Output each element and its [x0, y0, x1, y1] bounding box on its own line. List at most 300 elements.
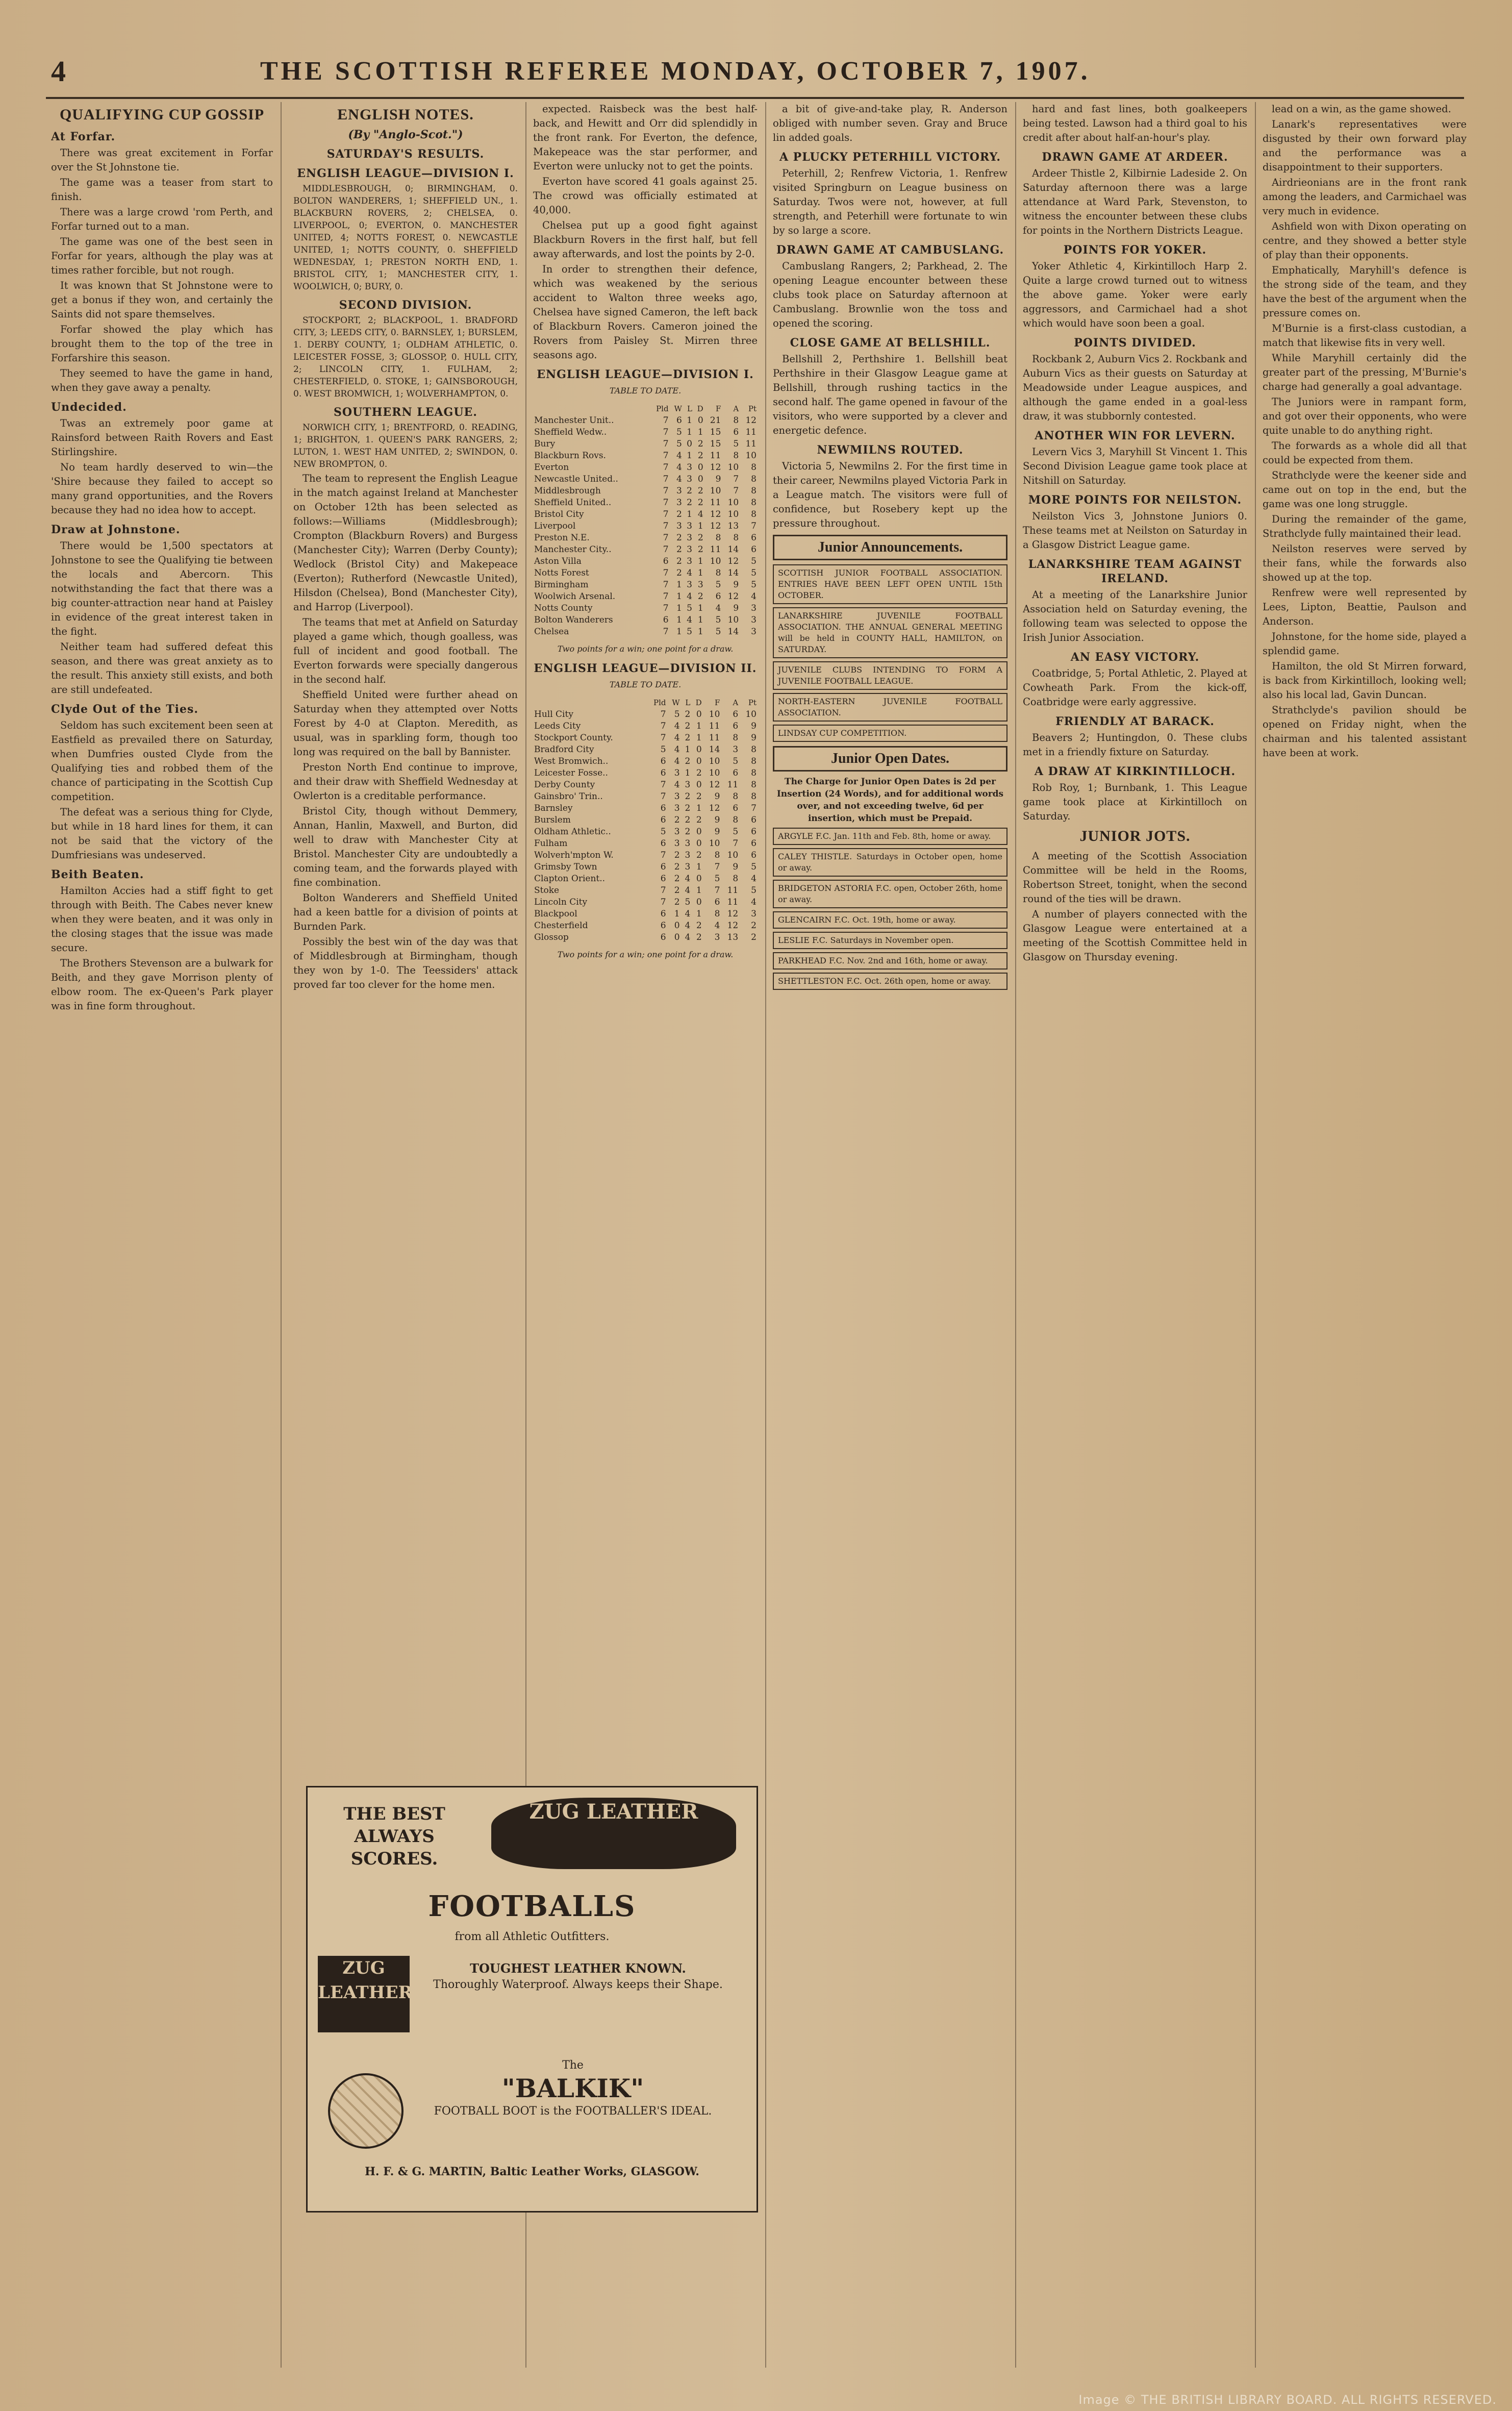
table-row: [533, 485, 758, 497]
ad-balkik-pre: The: [562, 2059, 584, 2072]
table-cell: 1: [685, 744, 691, 755]
table-cell: 8: [714, 850, 720, 860]
table-row: [533, 838, 758, 850]
report-heading: ANOTHER WIN FOR LEVERN.: [1035, 429, 1236, 442]
table-cell: 9: [751, 733, 757, 743]
table-cell: 2: [674, 850, 680, 860]
table-cell: 7: [660, 897, 666, 907]
table-cell: 7: [663, 415, 669, 426]
table-row: [533, 591, 758, 603]
table-cell: 6: [751, 533, 757, 543]
table-cell: 0: [696, 838, 702, 849]
table-row: [533, 709, 758, 720]
table-cell: 5: [660, 827, 666, 837]
ad-balkik-name: "BALKIK": [501, 2073, 644, 2103]
league-heading: ENGLISH LEAGUE—DIVISION I.: [297, 167, 514, 180]
table-cell: 0: [674, 921, 680, 931]
table-cell: 7: [663, 439, 669, 449]
table-cell: 3: [685, 780, 691, 790]
table-cell: 15: [710, 427, 721, 437]
paragraph: Twas an extremely poor game at Rainsford between Raith Rovers and East Stirlingshire.: [51, 417, 273, 458]
table-cell: 10: [727, 850, 739, 860]
team-name: Everton: [534, 462, 569, 473]
table-cell: 6: [663, 615, 669, 625]
open-dates-heading: Junior Open Dates.: [773, 746, 1007, 772]
table-column-header: Pld: [656, 404, 669, 413]
paragraph: Preston North End continue to improve, and their draw with Sheffield Wednesday at Owlerton is a creditable performance.: [293, 761, 518, 802]
paragraph: Cambuslang Rangers, 2; Parkhead, 2. The opening League encounter between these clubs took place on Saturday afternoon at Cambuslang. Brownlie won the toss and opened the scoring.: [773, 260, 1007, 329]
paragraph: Neither team had suffered defeat this season, and there was great anxiety as to the result. This anxiety still exists, and both are still undefeated.: [51, 641, 273, 695]
team-name: Sheffield Wedw..: [534, 427, 607, 437]
ad-tough-text: Thoroughly Waterproof. Always keeps their Shape.: [433, 1978, 723, 1991]
team-name: Blackburn Rovs.: [534, 451, 606, 461]
table-cell: 3: [751, 615, 757, 625]
table-row: [533, 438, 758, 450]
paragraph: Coatbridge, 5; Portal Athletic, 2. Played at Cowheath Park. From the kick-off, Coatbridge were early aggressive.: [1023, 667, 1247, 708]
table-cell: 2: [674, 862, 680, 872]
table-cell: 2: [685, 721, 691, 731]
table-cell: 5: [733, 439, 739, 449]
table-cell: 10: [727, 509, 739, 519]
table-cell: 4: [674, 780, 680, 790]
table-cell: 7: [660, 733, 666, 743]
table-cell: 4: [685, 921, 691, 931]
paragraph: Forfar showed the play which has brought them to the top of the tree in Forfarshire this season.: [51, 324, 273, 364]
paragraph: Strathclyde's pavilion should be opened on Friday night, when the chairman and his talented assistant have been at work.: [1263, 704, 1467, 759]
table-column-header: A: [733, 404, 739, 413]
table-cell: 4: [674, 744, 680, 755]
table-cell: 12: [709, 780, 720, 790]
table-column-header: A: [733, 698, 739, 707]
team-name: Gainsbro' Trin..: [534, 791, 603, 802]
table-cell: 3: [676, 498, 682, 508]
team-name: Grimsby Town: [534, 862, 597, 872]
table-cell: 4: [687, 568, 692, 578]
paragraph: During the remainder of the game, Strathclyde fully maintained their lead.: [1263, 513, 1467, 539]
paragraph: Seldom has such excitement been seen at Eastfield as prevailed there on Saturday, when Dumfries ousted Clyde from the Qualifying ties and robbed them of the chance of participating in the Scottish Cup competition.: [51, 719, 273, 803]
table-cell: 7: [733, 838, 739, 849]
table-cell: 9: [714, 791, 720, 802]
paragraph: A number of players connected with the Glasgow League were entertained at a meeting of the Scottish Committee held in Glasgow on Thursday evening.: [1023, 908, 1247, 963]
table-cell: 8: [751, 791, 757, 802]
table-cell: 15: [710, 439, 721, 449]
table-cell: 2: [676, 568, 682, 578]
table-cell: 11: [709, 733, 720, 743]
section-heading: Draw at Johnstone.: [51, 523, 181, 536]
table-row: [533, 932, 758, 943]
table-cell: 1: [676, 591, 682, 602]
table-cell: 0: [696, 744, 702, 755]
column-divider: [765, 102, 766, 2368]
table-cell: 4: [685, 932, 691, 942]
open-date: CALEY THISTLE. Saturdays in October open, home or away.: [773, 848, 1007, 877]
table-cell: 11: [727, 780, 739, 790]
announcement: LINDSAY CUP COMPETITION.: [773, 725, 1007, 742]
table-cell: 2: [696, 850, 702, 860]
table-cell: 10: [709, 768, 720, 778]
paragraph: The Brothers Stevenson are a bulwark for Beith, and they gave Morrison plenty of elbow room. The ex-Queen's Park player was in fine form throughout.: [51, 957, 273, 1012]
table-cell: 11: [727, 885, 739, 896]
column-junior-reports: [1023, 102, 1247, 2368]
table-cell: 4: [685, 874, 691, 884]
table-cell: 1: [687, 509, 692, 519]
paragraph: M'Burnie is a first-class custodian, a match that likewise fits in very well.: [1263, 322, 1467, 349]
report-heading: POINTS DIVIDED.: [1074, 336, 1196, 350]
page-number: 4: [51, 55, 66, 88]
table-cell: 8: [751, 462, 757, 473]
table-cell: 6: [733, 427, 739, 437]
table-cell: 9: [714, 815, 720, 825]
team-name: Birmingham: [534, 580, 589, 590]
report-heading: LANARKSHIRE TEAM AGAINST IRELAND.: [1028, 558, 1242, 585]
table-heading: ENGLISH LEAGUE—DIVISION II.: [534, 662, 757, 675]
table-cell: 2: [685, 709, 691, 719]
table-cell: 5: [751, 885, 757, 896]
paragraph: Neilston reserves were served by their fans, while the forwards also showed up at the top.: [1263, 543, 1467, 583]
table-cell: 1: [687, 451, 692, 461]
table-cell: 0: [696, 874, 702, 884]
table-cell: 6: [660, 909, 666, 919]
column-divider: [1015, 102, 1016, 2368]
table-cell: 5: [715, 580, 721, 590]
team-name: Woolwich Arsenal.: [534, 591, 616, 602]
table-cell: 8: [751, 474, 757, 484]
table-cell: 2: [676, 556, 682, 566]
table-cell: 6: [660, 921, 666, 931]
table-cell: 4: [715, 603, 721, 613]
table-cell: 1: [696, 862, 702, 872]
table-cell: 0: [674, 932, 680, 942]
table-cell: 7: [663, 521, 669, 531]
team-name: Bristol City: [534, 509, 584, 519]
league-heading: SOUTHERN LEAGUE.: [334, 406, 477, 419]
table-cell: 3: [733, 744, 739, 755]
announcement: NORTH-EASTERN JUVENILE FOOTBALL ASSOCIATION.: [773, 693, 1007, 722]
paragraph: No team hardly deserved to win—the 'Shire because they failed to accept so many grand opportunities, and the Rovers because they had no idea how to accept.: [51, 461, 273, 516]
league-table-division-2: [533, 697, 758, 943]
paragraph: lead on a win, as the game showed.: [1272, 103, 1451, 115]
table-cell: 1: [697, 521, 703, 531]
paragraph: Everton have scored 41 goals against 25. The crowd was officially estimated at 40,000.: [533, 176, 758, 216]
table-cell: 4: [714, 921, 720, 931]
table-cell: 8: [733, 791, 739, 802]
table-row: [533, 767, 758, 779]
table-cell: 6: [751, 838, 757, 849]
table-cell: 4: [751, 874, 757, 884]
table-cell: 2: [685, 791, 691, 802]
table-cell: 14: [709, 744, 720, 755]
ad-tough-heading: TOUGHEST LEATHER KNOWN.: [470, 1961, 686, 1976]
report-heading: CLOSE GAME AT BELLSHILL.: [790, 336, 991, 350]
paragraph: Bolton Wanderers and Sheffield United had a keen battle for a division of points at Burnden Park.: [293, 892, 518, 932]
table-cell: 5: [715, 615, 721, 625]
report-heading: DRAWN GAME AT ARDEER.: [1042, 151, 1228, 164]
announcement: SCOTTISH JUNIOR FOOTBALL ASSOCIATION. ENTRIES HAVE BEEN LEFT OPEN UNTIL 15th OCTOBER.: [773, 564, 1007, 604]
section-heading: Clyde Out of the Ties.: [51, 703, 199, 716]
paragraph: Hamilton, the old St Mirren forward, is back from Kirkintilloch, looking well; also his local lad, Gavin Duncan.: [1263, 660, 1467, 701]
table-cell: 2: [751, 932, 757, 942]
ad-footballs: FOOTBALLS: [428, 1890, 636, 1923]
table-cell: 6: [660, 874, 666, 884]
column-divider: [281, 102, 282, 2368]
table-cell: 1: [696, 885, 702, 896]
table-cell: 7: [660, 885, 666, 896]
table-cell: 8: [751, 780, 757, 790]
table-cell: 1: [697, 615, 703, 625]
table-cell: 3: [687, 556, 692, 566]
table-cell: 3: [674, 768, 680, 778]
table-cell: 11: [709, 721, 720, 731]
table-cell: 2: [697, 486, 703, 496]
paragraph: The game was a teaser from start to finish.: [51, 177, 273, 203]
table-cell: 12: [710, 521, 721, 531]
table-cell: 9: [714, 827, 720, 837]
table-row: [533, 720, 758, 732]
table-cell: 2: [697, 591, 703, 602]
paragraph: They seemed to have the game in hand, when they gave away a penalty.: [51, 367, 273, 393]
paragraph: Ardeer Thistle 2, Kilbirnie Ladeside 2. On Saturday afternoon there was a large attendance at Ward Park, Stevenston, to witness the encounter between these clubs for points in the Northern Districts League.: [1023, 167, 1247, 236]
table-cell: 7: [714, 862, 720, 872]
table-cell: 8: [751, 768, 757, 778]
table-row: [533, 744, 758, 756]
table-cell: 0: [697, 462, 703, 473]
report-heading: AN EASY VICTORY.: [1070, 651, 1200, 664]
team-name: Manchester Unit..: [534, 415, 614, 426]
table-cell: 7: [660, 791, 666, 802]
table-cell: 11: [745, 439, 757, 449]
table-cell: 12: [727, 921, 739, 931]
table-cell: 6: [660, 756, 666, 766]
table-cell: 2: [687, 498, 692, 508]
table-cell: 7: [663, 462, 669, 473]
table-cell: 12: [727, 556, 739, 566]
report-heading: DRAWN GAME AT CAMBUSLANG.: [776, 243, 1004, 257]
table-row: [533, 497, 758, 509]
column-english-tables: [533, 102, 758, 1776]
table-cell: 8: [715, 533, 721, 543]
paragraph: The teams that met at Anfield on Saturday played a game which, though goalless, was full of incident and good football. The Everton forwards were specially dangerous in the second half.: [293, 616, 518, 685]
team-name: Notts County: [534, 603, 593, 613]
table-cell: 7: [663, 474, 669, 484]
table-cell: 1: [697, 556, 703, 566]
table-cell: 12: [710, 462, 721, 473]
table-column-header: L: [685, 698, 691, 707]
open-dates-intro: The Charge for Junior Open Dates is 2d per Insertion (24 Words), and for additional words over, and not exceeding twelve, 6d per insertion, which must be Prepaid.: [776, 777, 1004, 824]
table-cell: 4: [676, 451, 682, 461]
table-cell: 2: [685, 733, 691, 743]
announcements-heading: Junior Announcements.: [773, 535, 1007, 560]
team-name: Derby County: [534, 780, 595, 790]
table-cell: 14: [727, 627, 739, 637]
paragraph: There was great excitement in Forfar over the St Johnstone tie.: [51, 147, 273, 173]
table-cell: 11: [710, 451, 721, 461]
results-list: NORWICH CITY, 1; BRENTFORD, 0. READING, 1; BRIGHTON, 1. QUEEN'S PARK RANGERS, 2; LUTON, 1. WEST HAM UNITED, 2; SWINDON, 0. NEW BROMPTON, 0.: [293, 422, 518, 469]
table-cell: 13: [727, 521, 739, 531]
table-cell: 6: [660, 838, 666, 849]
table-note: Two points for a win; one point for a draw.: [557, 644, 734, 654]
team-name: Stoke: [534, 885, 560, 896]
team-name: Hull City: [534, 709, 573, 719]
results-heading: SATURDAY'S RESULTS.: [326, 147, 485, 161]
table-cell: 12: [745, 415, 757, 426]
table-cell: 9: [733, 603, 739, 613]
paragraph: There would be 1,500 spectators at Johnstone to see the Qualifying tie between the locals and Abercorn. This notwithstanding the fact that there was a big counter-attraction near hand at Paisley in evidence of the great interest taken in the fight.: [51, 540, 273, 637]
team-name: Fulham: [534, 838, 568, 849]
table-cell: 9: [733, 862, 739, 872]
paragraph: Yoker Athletic 4, Kirkintilloch Harp 2. Quite a large crowd turned out to witness the above game. Yoker were early aggressors, and Carmichael had a shot which would have soon been a goal.: [1023, 260, 1247, 329]
table-cell: 9: [751, 721, 757, 731]
paragraph: The forwards as a whole did all that could be expected from them.: [1263, 440, 1467, 466]
table-cell: 6: [663, 556, 669, 566]
table-cell: 3: [685, 850, 691, 860]
paragraph: A meeting of the Scottish Association Committee will be held in the Rooms, Robertson Street, tonight, when the second round of the ties will be drawn.: [1023, 850, 1247, 905]
paragraph: Renfrew were well represented by Lees, Lipton, Beattie, Paulson and Anderson.: [1263, 587, 1467, 627]
table-cell: 5: [715, 627, 721, 637]
table-cell: 2: [676, 544, 682, 555]
report-heading: A DRAW AT KIRKINTILLOCH.: [1034, 765, 1236, 778]
report-heading: FRIENDLY AT BARACK.: [1055, 715, 1215, 728]
table-cell: 4: [685, 885, 691, 896]
football-icon: [328, 2073, 404, 2149]
table-cell: 7: [663, 568, 669, 578]
table-row: [533, 861, 758, 873]
table-cell: 7: [660, 721, 666, 731]
paragraph: The defeat was a serious thing for Clyde, but while in 18 hard lines for them, it can not be said that the victory of the Dumfriesians was undeserved.: [51, 806, 273, 861]
paragraph: Victoria 5, Newmilns 2. For the first time in their career, Newmilns played Victoria Park in a League match. The visitors were full of confidence, but Rosebery kept up the pressure throughout.: [773, 460, 1007, 529]
paragraph: Emphatically, Maryhill's defence is the strong side of the team, and they have the best of the argument when the pressure comes on.: [1263, 264, 1467, 319]
table-cell: 0: [696, 756, 702, 766]
table-cell: 7: [714, 885, 720, 896]
table-cell: 8: [714, 909, 720, 919]
table-cell: 10: [709, 756, 720, 766]
table-cell: 7: [663, 451, 669, 461]
table-cell: 2: [676, 509, 682, 519]
table-column-header: Pt: [748, 404, 757, 413]
team-name: Clapton Orient..: [534, 874, 606, 884]
team-name: Notts Forest: [534, 568, 589, 578]
table-cell: 3: [676, 521, 682, 531]
table-cell: 5: [660, 744, 666, 755]
table-cell: 6: [715, 591, 721, 602]
table-cell: 0: [697, 415, 703, 426]
table-row: [533, 509, 758, 520]
table-subheading: TABLE TO DATE.: [609, 386, 682, 395]
team-name: Aston Villa: [534, 556, 582, 566]
paragraph: Peterhill, 2; Renfrew Victoria, 1. Renfrew visited Springburn on League business on Saturday. Twos were not, however, at full strength, and Peterhill were fortunate to win by so large a score.: [773, 167, 1007, 236]
table-cell: 1: [685, 768, 691, 778]
table-cell: 3: [714, 932, 720, 942]
paragraph: Neilston Vics 3, Johnstone Juniors 0. These teams met at Neilston on Saturday in a Glasgow District League game.: [1023, 510, 1247, 551]
table-cell: 3: [687, 533, 692, 543]
table-row: [533, 462, 758, 474]
table-row: [533, 450, 758, 462]
table-cell: 2: [674, 897, 680, 907]
team-name: West Bromwich..: [534, 756, 609, 766]
paragraph: Hamilton Accies had a stiff fight to get through with Beith. The Cabes never knew when they were beaten, and it was only in the closing stages that the issue was made secure.: [51, 885, 273, 954]
table-cell: 2: [697, 544, 703, 555]
table-cell: 8: [733, 451, 739, 461]
table-cell: 1: [696, 909, 702, 919]
table-cell: 0: [696, 827, 702, 837]
team-name: Chesterfield: [534, 921, 588, 931]
table-cell: 2: [696, 932, 702, 942]
paragraph: Sheffield United were further ahead on Saturday when they attempted over Notts Forest by 4-0 at Clapton. Meredith, as usual, was in sparkling form, though too long was required on the ball by Bannister.: [293, 689, 518, 758]
table-cell: 3: [687, 462, 692, 473]
report-heading: POINTS FOR YOKER.: [1063, 243, 1207, 257]
results-list: MIDDLESBROUGH, 0; BIRMINGHAM, 0. BOLTON WANDERERS, 1; SHEFFIELD UN., 1. BLACKBURN ROVERS, 2; CHELSEA, 0. LIVERPOOL, 0; EVERTON, 0. MANCHESTER UNITED, 4; NOTTS FOREST, 0. NEWCASTLE UNITED, 1; NOTTS COUNTY, 0. SHEFFIELD WEDNESDAY, 1; PRESTON NORTH END, 1. BRISTOL CITY, 1; MANCHESTER CITY, 1. WOOLWICH, 0; BURY, 0.: [293, 184, 518, 292]
paragraph: While Maryhill certainly did the greater part of the pressing, M'Burnie's charge had generally a goal advantage.: [1263, 352, 1467, 392]
table-row: [533, 791, 758, 803]
paragraph: At a meeting of the Lanarkshire Junior Association held on Saturday evening, the following team was selected to oppose the Irish Junior Association.: [1023, 589, 1247, 643]
team-name: Sheffield United..: [534, 498, 612, 508]
table-column-header: Pt: [748, 698, 757, 707]
table-cell: 6: [751, 544, 757, 555]
table-cell: 5: [687, 627, 692, 637]
table-subheading: TABLE TO DATE.: [609, 680, 682, 689]
table-cell: 2: [685, 815, 691, 825]
table-cell: 1: [696, 803, 702, 813]
table-cell: 7: [663, 533, 669, 543]
table-cell: 5: [751, 580, 757, 590]
ad-tough-leather: [420, 1961, 736, 1993]
table-cell: 3: [685, 862, 691, 872]
table-cell: 6: [714, 897, 720, 907]
table-cell: 3: [674, 803, 680, 813]
table-cell: 8: [733, 533, 739, 543]
section-heading: Beith Beaten.: [51, 868, 144, 881]
table-cell: 8: [751, 498, 757, 508]
table-cell: 2: [685, 827, 691, 837]
byline: (By "Anglo-Scot."): [348, 128, 463, 141]
table-cell: 6: [751, 850, 757, 860]
table-row: [533, 920, 758, 932]
ad-balkik: [410, 2058, 736, 2119]
table-cell: 6: [660, 932, 666, 942]
section-heading: At Forfar.: [51, 130, 116, 143]
table-row: [533, 520, 758, 532]
table-cell: 7: [663, 427, 669, 437]
team-name: Stockport County.: [534, 733, 613, 743]
team-name: Leeds City: [534, 721, 581, 731]
zug-leather-logo: ZUG LEATHER: [491, 1798, 736, 1869]
column-divider: [1255, 102, 1256, 2368]
table-cell: 2: [685, 756, 691, 766]
table-cell: 10: [745, 451, 757, 461]
table-cell: 5: [685, 897, 691, 907]
table-cell: 11: [710, 498, 721, 508]
table-cell: 0: [697, 474, 703, 484]
table-row: [533, 603, 758, 614]
team-name: Burslem: [534, 815, 571, 825]
table-row: [533, 567, 758, 579]
table-cell: 7: [733, 474, 739, 484]
table-cell: 3: [687, 521, 692, 531]
table-cell: 8: [733, 815, 739, 825]
table-cell: 5: [751, 556, 757, 566]
table-cell: 12: [709, 803, 720, 813]
table-cell: 5: [714, 874, 720, 884]
team-name: Blackpool: [534, 909, 577, 919]
table-row: [533, 908, 758, 920]
table-cell: 7: [751, 803, 757, 813]
table-cell: 4: [751, 591, 757, 602]
table-cell: 3: [674, 838, 680, 849]
table-note: Two points for a win; one point for a draw.: [557, 950, 734, 959]
table-row: [533, 885, 758, 897]
open-date: LESLIE F.C. Saturdays in November open.: [773, 932, 1007, 949]
paragraph: Bellshill 2, Perthshire 1. Bellshill beat Perthshire in their Glasgow League game at Bellshill, through rushing tactics in the second half. The game opened in favour of the visitors, who were supported by a clever and energetic defence.: [773, 353, 1007, 436]
table-row: [533, 850, 758, 861]
